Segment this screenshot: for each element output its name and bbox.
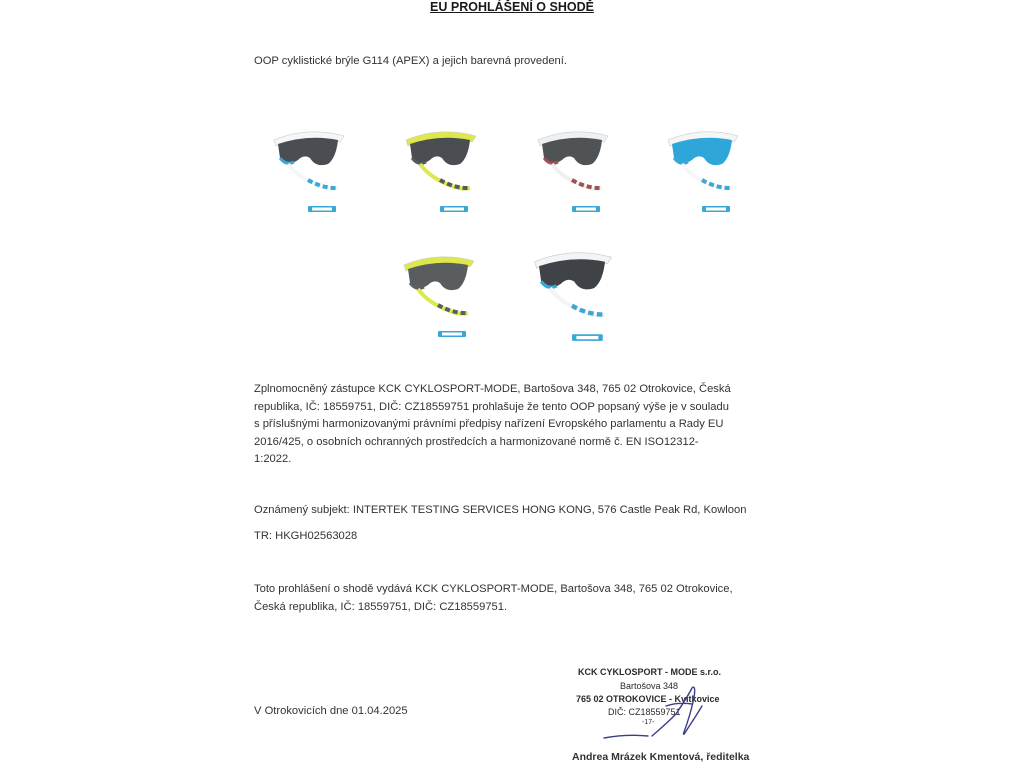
intro-text: OOP cyklistické brýle G114 (APEX) a jejich barevná provedení.: [254, 55, 567, 67]
stamp-line: -17-: [642, 719, 655, 726]
handwritten-signature: [596, 676, 716, 746]
lens: [410, 138, 470, 165]
signer-name: Andrea Mrázek Kmentová, ředitelka: [572, 751, 750, 763]
stamp-line: Bartošova 348: [620, 681, 679, 691]
temple: [418, 289, 468, 314]
page-title: EU PROHLÁŠENÍ O SHODĚ: [430, 0, 594, 14]
temple: [420, 164, 470, 189]
temple: [552, 164, 602, 189]
brand-logo: [440, 206, 468, 212]
stamp-line: 765 02 OTROKOVICE - Kvítkovice: [576, 694, 720, 704]
temple: [682, 164, 732, 189]
temple: [550, 288, 605, 315]
brand-logo: [572, 206, 600, 212]
temple: [288, 164, 338, 189]
glasses-image-6: [528, 248, 616, 348]
declaration-line: republika, IČ: 18559751, DIČ: CZ18559751 prohlašuje že tento OOP popsaný výše je v souladu: [254, 400, 729, 413]
lens: [408, 263, 468, 290]
glasses-image-4: [662, 128, 742, 218]
declaration-paragraph: [254, 381, 774, 469]
brand-logo: [702, 206, 730, 212]
brand-logo: [572, 334, 603, 341]
stamp-line: KCK CYKLOSPORT - MODE s.r.o.: [578, 667, 722, 677]
lens: [539, 259, 605, 289]
declaration-line: 2016/425, o osobních ochranných prostředcích a harmonizované normě č. EN ISO12312-: [254, 435, 699, 448]
place-date: V Otrokovicích dne 01.04.2025: [254, 705, 408, 717]
declaration-line: 1:2022.: [254, 453, 292, 465]
brand-logo: [308, 206, 336, 212]
glasses-image-2: [400, 128, 480, 218]
lens: [278, 138, 338, 165]
issued-by-line: Česká republika, IČ: 18559751, DIČ: CZ18559751.: [254, 600, 508, 613]
brand-logo: [438, 331, 466, 337]
glasses-image-3: [532, 128, 612, 218]
tr-number: TR: HKGH02563028: [254, 530, 358, 542]
lens: [672, 138, 732, 165]
issued-by-paragraph: [254, 581, 774, 616]
glasses-image-5: [398, 248, 478, 348]
glasses-image-1: [268, 128, 348, 218]
notified-body: Oznámený subjekt: INTERTEK TESTING SERVICES HONG KONG, 576 Castle Peak Rd, Kowloon: [254, 504, 747, 516]
stamp-line: DIČ: CZ18559751: [608, 707, 681, 717]
issued-by-line: Toto prohlášení o shodě vydává KCK CYKLOSPORT-MODE, Bartošova 348, 765 02 Otrokovice,: [254, 583, 733, 595]
declaration-line: s příslušnými harmonizovanými právními předpisy nařízení Evropského parlamentu a Rady EU: [254, 418, 724, 430]
declaration-line: Zplnomocněný zástupce KCK CYKLOSPORT-MODE, Bartošova 348, 765 02 Otrokovice, Česká: [254, 383, 731, 395]
lens: [542, 138, 602, 165]
